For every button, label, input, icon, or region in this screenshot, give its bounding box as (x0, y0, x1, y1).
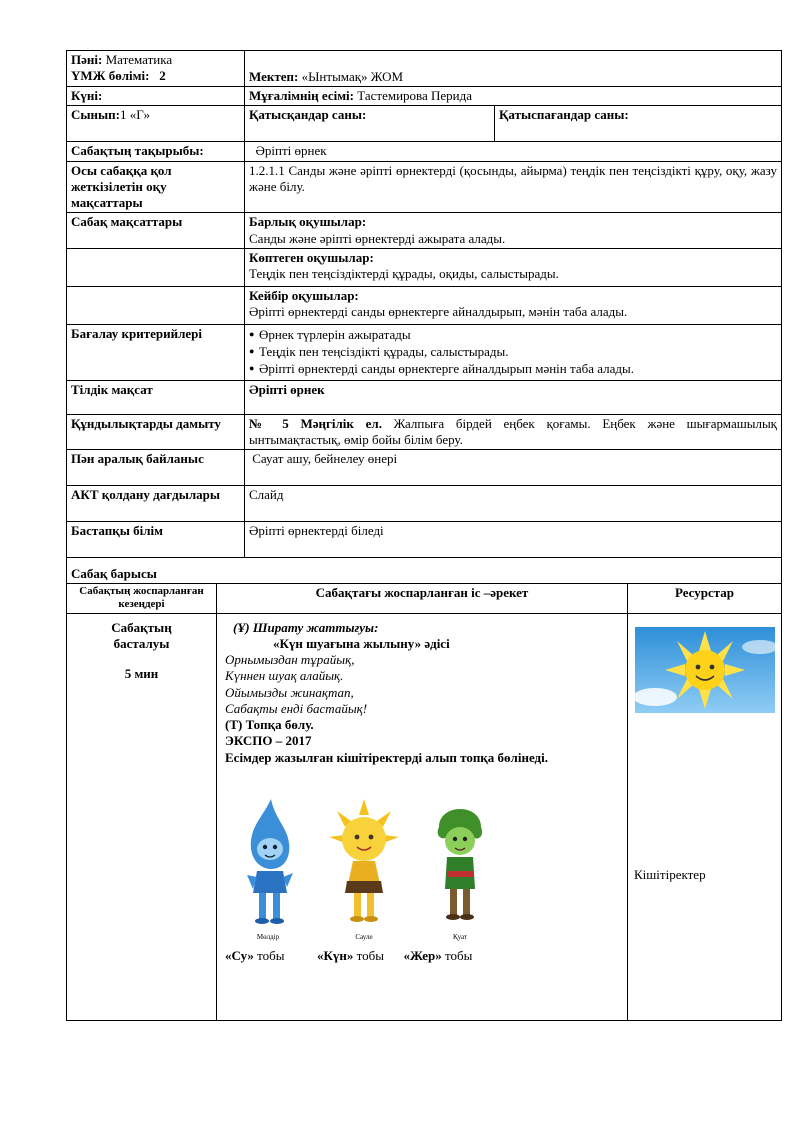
group-instruction: Есімдер жазылған кішітіректерді алып топқа бөлінеді. (225, 749, 548, 765)
ict-value: Слайд (245, 486, 782, 522)
earth-mascot-image (425, 797, 495, 942)
topic-label: Сабақтың тақырыбы: (67, 142, 245, 161)
topic-value: Әріпті өрнек (245, 142, 782, 161)
school-cell: Мектеп: «Ынтымақ» ЖОМ (245, 51, 782, 87)
poem-line: Күннен шуақ алайық. (225, 668, 344, 684)
prior-label: Бастапқы білім (67, 522, 245, 558)
stage-cell: Сабақтың басталуы 5 мин (67, 613, 217, 1020)
mascot-label: Қуат (452, 933, 468, 942)
resources-cell (628, 613, 782, 1020)
warmup-title: (Ұ) Ширату жаттығуы: (233, 619, 379, 635)
values-label: Құндылықтарды дамыту (67, 414, 245, 450)
lesson-plan-table (66, 50, 782, 584)
criteria-item: ● Теңдік пен теңсіздікті құрады, салыстырады. (249, 344, 777, 360)
ict-label: АКТ қолдану дағдылары (67, 486, 245, 522)
activity-cell (217, 613, 628, 1020)
values-value: № 5 Мәңгілік ел. Жалпыға бірдей еңбек қоғамы. Еңбек және шығармашылық ынтымақтастық, өмір бойы білім беру. (245, 414, 782, 450)
aims-some: Кейбір оқушылар: Әріпті өрнектерді санды өрнектерге айналдырып, мәнін таба алады. (245, 286, 782, 324)
group-title: (Т) Топқа бөлу. (225, 717, 314, 733)
absent-count-cell: Қатыспағандар саны: (495, 106, 782, 142)
lang-label: Тілдік мақсат (67, 380, 245, 414)
poem-line: Ойымызды жинақтап, (225, 684, 354, 700)
cross-value: Сауат ашу, бейнелеу өнері (245, 450, 782, 486)
date-cell: Күні: (67, 87, 245, 106)
col-activity-header: Сабақтағы жоспарланған іс –әрекет (217, 584, 628, 613)
aims-empty-1 (67, 248, 245, 286)
progress-header: Сабақ барысы (67, 558, 782, 584)
subject-cell: Пәні: Математика ҮМЖ бөлімі: 2 (67, 51, 245, 87)
class-cell: Сынып:1 «Г» (67, 106, 245, 142)
cross-label: Пән аралық байланыс (67, 450, 245, 486)
poem-line: Орнымыздан тұрайық, (225, 652, 355, 668)
teacher-cell: Мұғалімнің есімі: Тастемирова Перида (245, 87, 782, 106)
sun-image (635, 627, 775, 713)
mascots-image (233, 792, 619, 942)
criteria-label: Бағалау критерийлері (67, 324, 245, 380)
goals-label: Осы сабаққа қол жеткізілетін оқу мақсаттары (67, 161, 245, 213)
group-sun: «Күн» (317, 947, 354, 963)
group-suffix: тобы (356, 947, 385, 963)
expo-title: ЭКСПО – 2017 (225, 733, 312, 749)
criteria-item: ● Әріпті өрнектерді санды өрнектерге айналдырып мәнін таба алады. (249, 361, 777, 377)
aims-label: Сабақ мақсаттары (67, 213, 245, 249)
sun-mascot-image (329, 797, 399, 942)
resource-text: Кішітіректер (634, 866, 706, 882)
col-resources-header: Ресурстар (628, 584, 782, 613)
aims-all: Барлық оқушылар: Санды және әріпті өрнектерді ажырата алады. (245, 213, 782, 249)
col-stage-header: Сабақтың жоспарланған кезеңдері (67, 584, 217, 613)
goals-value: 1.2.1.1 Санды және әріпті өрнектерді (қосынды, айырма) теңдік пен теңсіздікті құру, оқу, жазу және білу. (245, 161, 782, 213)
group-suffix: тобы (257, 947, 285, 963)
group-names (225, 948, 619, 964)
group-suffix: тобы (444, 947, 473, 963)
mascot-label: Мөлдір (256, 933, 280, 942)
prior-value: Әріпті өрнектерді біледі (245, 522, 782, 558)
present-count-cell: Қатысқандар саны: (245, 106, 495, 142)
lang-value: Әріпті өрнек (245, 380, 782, 414)
aims-empty-2 (67, 286, 245, 324)
criteria-item: ● Өрнек түрлерін ажыратады (249, 327, 777, 343)
mascot-label: Сауле (355, 933, 373, 942)
group-water: «Су» (225, 947, 254, 963)
aims-many: Көптеген оқушылар: Теңдік пен теңсіздіктерді құрады, оқиды, салыстырады. (245, 248, 782, 286)
group-earth: «Жер» (403, 947, 442, 963)
criteria-list (245, 324, 782, 380)
poem-line: Сабақты енді бастайық! (225, 700, 368, 716)
water-mascot-image (233, 797, 303, 942)
lesson-progress-table (66, 584, 782, 1020)
warmup-method: «Күн шуағына жылыну» әдісі (273, 635, 450, 651)
lesson-plan-page (66, 50, 781, 1021)
